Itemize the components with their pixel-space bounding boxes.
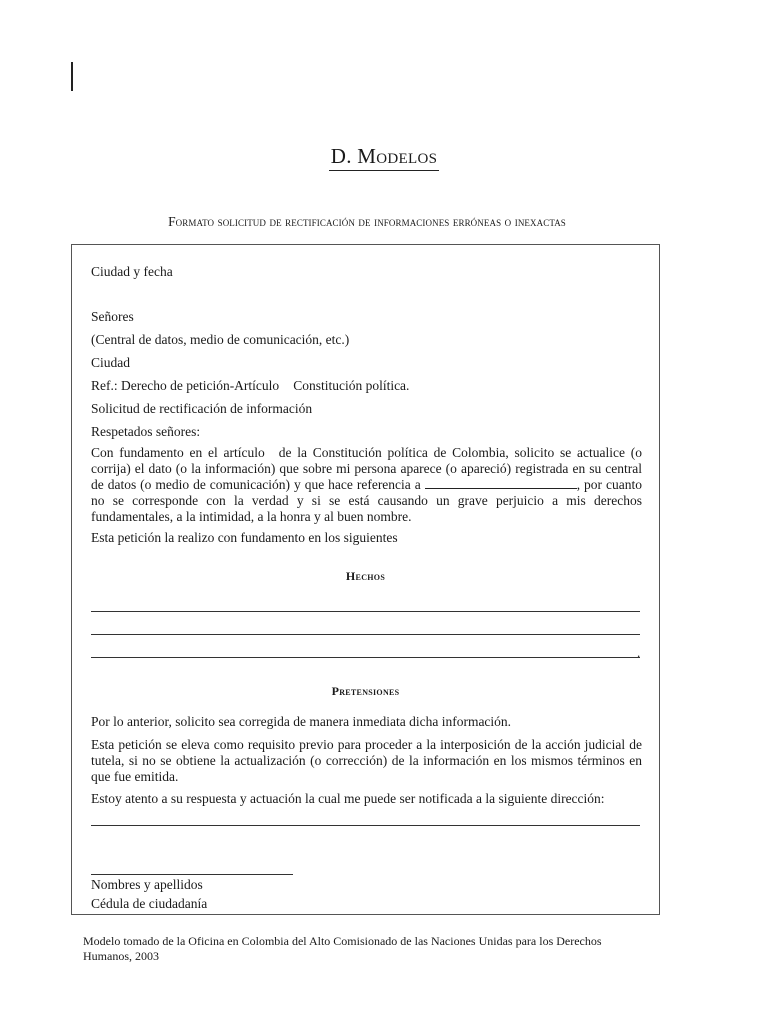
claims-paragraph-3: Estoy atento a su respuesta y actuación la cual me puede ser notificada a la siguiente dirección: <box>91 791 605 806</box>
margin-marker <box>71 62 73 91</box>
facts-line-3 <box>91 657 640 658</box>
claims-paragraph-2: Esta petición se eleva como requisito previo para proceder a la interposición de la acción judicial de tutela, si no se obtiene la actualización (o corrección) de la información en los mismos términos en que fue emitida. <box>91 737 642 784</box>
city-date-line: Ciudad y fecha <box>91 264 173 279</box>
addressee-line: Señores <box>91 309 134 324</box>
facts-line-1 <box>91 611 640 612</box>
title-block <box>0 143 768 171</box>
facts-line-2 <box>91 634 640 635</box>
body-part-2: de la Constitución política de Colombia, solicito se actualice (o corrija) el dato (o la información) que sobre mi persona aparece (o apareció) registrada en su central de datos (o medio de comunicación) y que hace referencia a <box>91 445 642 492</box>
signature-line <box>91 874 293 875</box>
body-part-1: Con fundamento en el artículo <box>91 445 265 460</box>
greeting-line: Respetados señores: <box>91 424 201 439</box>
basis-line: Esta petición la realizo con fundamento en los siguientes <box>91 530 398 545</box>
address-line <box>91 825 640 826</box>
facts-end-mark: . <box>637 645 641 660</box>
body-part-3: , por cuanto no se corresponde con la verdad y si se está causando un grave perjuicio a mis derechos fundamentales, a la intimidad, a la honra y al buen nombre. <box>91 477 643 524</box>
facts-heading: Hechos <box>345 569 386 583</box>
city-line: Ciudad <box>91 355 130 370</box>
source-footnote: Modelo tomado de la Oficina en Colombia del Alto Comisionado de las Naciones Unidas para los Derechos Humanos, 2003 <box>83 934 602 963</box>
body-paragraph <box>91 445 642 525</box>
page-subtitle: Formato solicitud de rectificación de informaciones erróneas o inexactas <box>168 214 566 229</box>
signature-id: Cédula de ciudadanía <box>91 896 208 911</box>
reference-suffix: Constitución política. <box>293 378 410 393</box>
reference-fill-blank <box>425 477 577 489</box>
reference-prefix: Ref.: Derecho de petición-Artículo <box>91 378 280 393</box>
claims-paragraph-1: Por lo anterior, solicito sea corregida de manera inmediata dicha información. <box>91 714 512 729</box>
subject-line: Solicitud de rectificación de información <box>91 401 313 416</box>
signature-name: Nombres y apellidos <box>91 877 203 892</box>
addressee-detail-line: (Central de datos, medio de comunicación, etc.) <box>91 332 350 347</box>
reference-line <box>91 378 409 394</box>
page-title: D. Modelos <box>329 143 440 171</box>
claims-heading: Pretensiones <box>331 684 400 698</box>
